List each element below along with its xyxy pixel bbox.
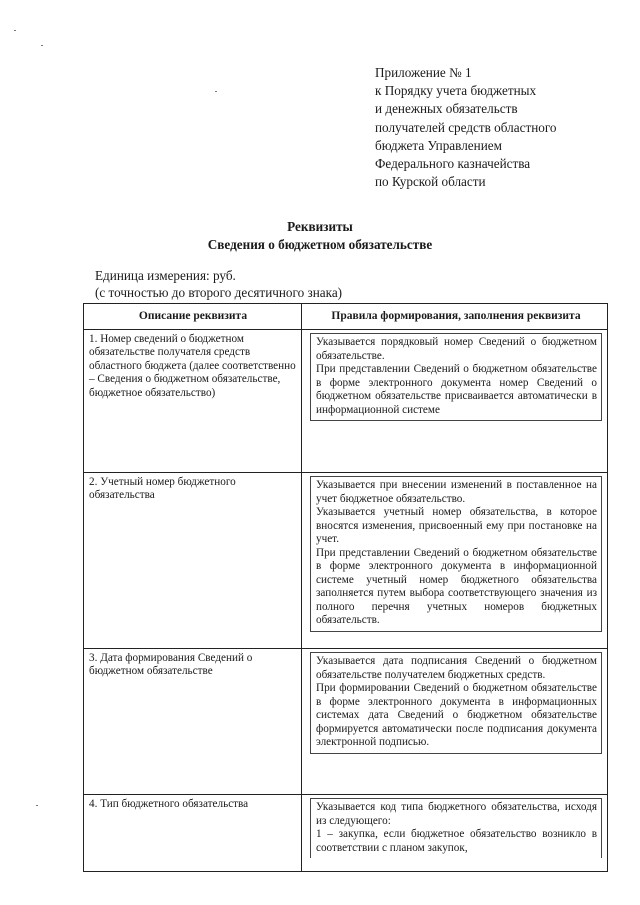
scan-speck [36, 805, 38, 806]
units-note [95, 268, 342, 301]
header-description: Описание реквизита [84, 304, 302, 329]
requisite-rules [302, 473, 607, 648]
appendix-line: к Порядку учета бюджетных [375, 83, 537, 99]
requisite-description: 1. Номер сведений о бюджетном обязательстве получателя средств областного бюджета (далее соответственно – Сведения о бюджетном обязательстве, бюджетное обязательство) [84, 330, 302, 472]
appendix-header [375, 64, 557, 191]
units-line: Единица измерения: руб. [95, 268, 236, 283]
appendix-line: Приложение № 1 [375, 65, 472, 80]
rule-paragraph: При представлении Сведений о бюджетном обязательстве в форме электронного документа номер Сведений о бюджетном обязательстве присваивается автоматически в информационной системе [316, 363, 597, 416]
requisites-table [83, 303, 608, 872]
rule-paragraph: При представлении Сведений о бюджетном обязательстве в форме электронного документа в информационной системе учетный номер бюджетного обязательства заполняется путем выбора соответствующего значения из полного перечня учетных номеров бюджетных обязательств. [316, 546, 597, 626]
requisite-rules [302, 795, 607, 871]
header-rules: Правила формирования, заполнения реквизита [331, 310, 581, 322]
requisite-description: 3. Дата формирования Сведений о бюджетном обязательстве [84, 649, 302, 794]
appendix-line: Федерального казначейства [375, 156, 531, 172]
table-row [84, 472, 607, 648]
appendix-line: и денежных обязательств [375, 101, 518, 117]
table-row [84, 648, 607, 794]
appendix-line: по Курской области [375, 174, 486, 190]
document-title: Реквизиты [287, 219, 353, 234]
rule-paragraph: Указывается при внесении изменений в поставленное на учет бюджетное обязательство. [316, 479, 597, 505]
scan-speck [215, 91, 217, 92]
rule-paragraph: Указывается код типа бюджетного обязательства, исходя из следующего: [316, 801, 597, 827]
rule-paragraph: Указывается дата подписания Сведений о бюджетном обязательстве получателем бюджетных средств. [316, 655, 597, 681]
scan-speck [14, 30, 16, 31]
appendix-line: получателей средств областного [375, 119, 557, 135]
table-row [84, 794, 607, 871]
rule-paragraph: При формировании Сведений о бюджетном обязательстве в форме электронного документа в информационных системах дата Сведений о бюджетном обязательстве формируется автоматически после подписания документа электронной подписью. [316, 682, 597, 748]
requisite-rules [302, 330, 607, 472]
rule-paragraph: 1 – закупка, если бюджетное обязательство возникло в соответствии с планом закупок, [316, 828, 597, 854]
table-row [84, 329, 607, 472]
rule-paragraph: Указывается учетный номер обязательства, в которое вносятся изменения, присвоенный ему при постановке на учет. [316, 506, 597, 545]
requisite-rules [302, 649, 607, 794]
requisite-description: 2. Учетный номер бюджетного обязательства [84, 473, 302, 648]
rule-paragraph: Указывается порядковый номер Сведений о бюджетном обязательстве. [316, 336, 597, 362]
table-header-row [84, 304, 607, 329]
scan-speck [41, 45, 43, 46]
appendix-line: бюджета Управлением [375, 137, 502, 153]
document-subtitle: Сведения о бюджетном обязательстве [207, 237, 433, 252]
requisite-description: 4. Тип бюджетного обязательства [84, 795, 302, 871]
precision-line: (с точностью до второго десятичного знака) [95, 284, 343, 300]
